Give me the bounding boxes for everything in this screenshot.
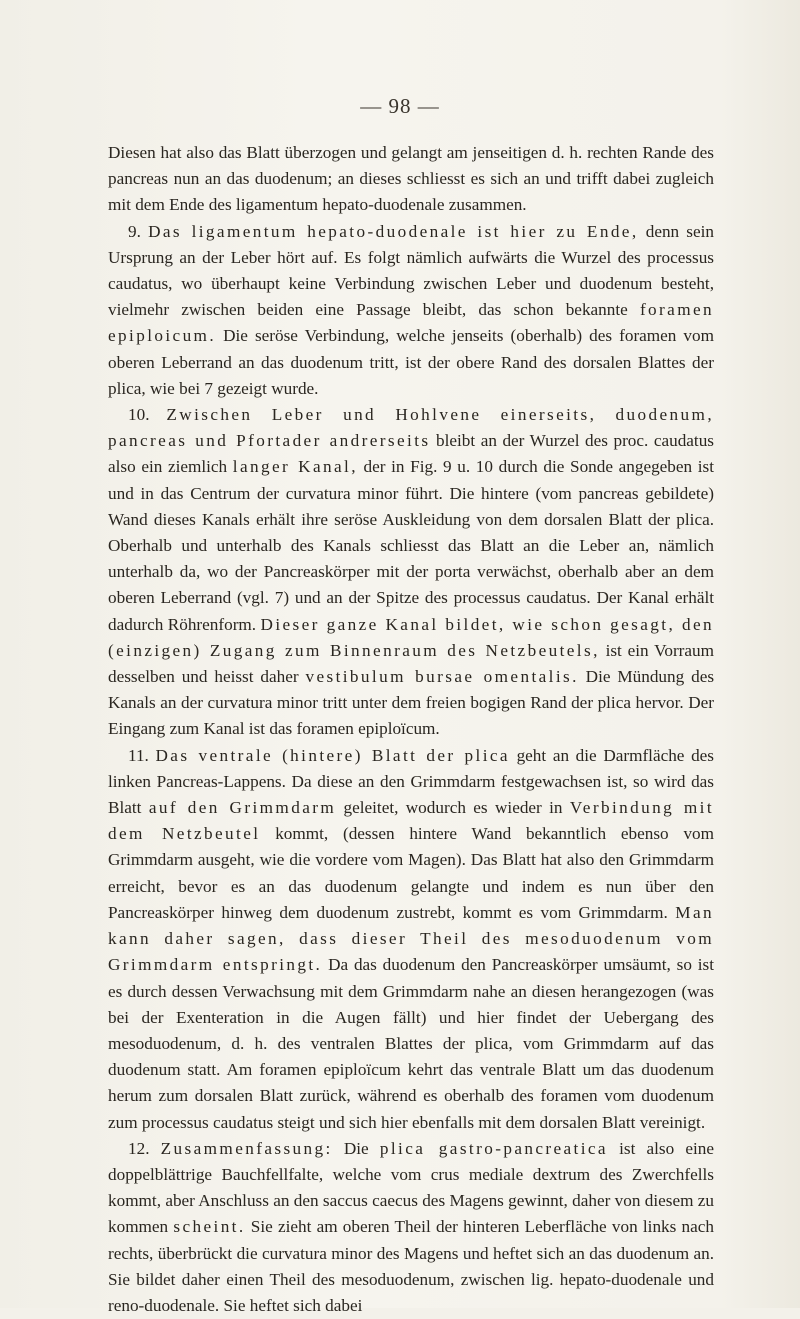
text-run: geht an die Darmfläche des linken Pancreas-Lappens. Da diese an den Grimmdarm festgewachsen ist, so wird das Blatt — [108, 745, 714, 818]
text-run: ist ein Vorraum desselben und heisst daher — [108, 640, 714, 687]
text-run: 10. — [128, 405, 167, 425]
emphasized-text: Zwischen Leber und Hohlvene einerseits, duodenum, pancreas und Pfortader andrerseits — [108, 405, 715, 451]
emphasized-text: auf den Grimmdarm — [148, 798, 337, 818]
emphasized-text: Dieser ganze Kanal bildet, wie schon gesagt, den (einzigen) Zugang zum Binnenraum des Netzbeutels, — [108, 614, 715, 660]
paragraph-continuation — [108, 140, 714, 219]
text-run: 11. — [128, 745, 156, 765]
emphasized-text: Das ventrale (hintere) Blatt der plica — [155, 745, 510, 765]
paragraph-12 — [108, 1136, 714, 1319]
emphasized-text: foramen epiploicum. — [108, 300, 714, 346]
emphasized-text: vestibulum bursae omentalis. — [305, 667, 579, 687]
text-run: der in Fig. 9 u. 10 durch die Sonde angegeben ist und in das Centrum der curvatura minor führt. Die hintere (vom pancreas gebildete) Wand dieses Kanals erhält ihre seröse Auskleidung von dem dorsalen Blatt der plica. Oberhalb und unterhalb des Kanals schliesst das Blatt an die Leber an, nämlich unterhalb da, wo der Pancreaskörper mit der porta verwächst, oberhalb aber an dem oberen Leberrand (vgl. 7) und an der Spitze des processus caudatus. Der Kanal erhält dadurch Röhrenform. — [108, 457, 714, 634]
emphasized-text: scheint. — [173, 1217, 246, 1237]
emphasized-text: langer Kanal, — [232, 457, 358, 477]
emphasized-text: Das ligamentum hepato-duodenale ist hier zu Ende, — [148, 221, 639, 241]
emphasized-text: Man kann daher sagen, dass dieser Theil des mesoduodenum vom Grimmdarm entspringt. — [108, 902, 714, 975]
paragraph-11 — [108, 743, 714, 1136]
paragraph-10 — [108, 402, 714, 743]
text-run: kommt, (dessen hintere Wand bekanntlich ebenso vom Grimmdarm ausgeht, wie die vordere vom Magen). Das Blatt hat also den Grimmdarm erreicht, bevor es an das duodenum gelangte und indem es nun über den Pancreaskörper hinweg dem duodenum zustrebt, kommt es vom Grimmdarm. — [108, 824, 714, 922]
page-number: — 98 — — [360, 94, 440, 118]
text-run: Die Mündung des Kanals an der curvatura minor tritt unter dem freien bogigen Rand der plica hervor. Der Eingang zum Kanal ist das foramen epiploïcum. — [108, 667, 715, 739]
text-run: Die — [332, 1138, 380, 1158]
text-run: Diesen hat also das Blatt überzogen und gelangt am jenseitigen d. h. rechten Rande des pancreas nun an das duodenum; an dieses schliesst es sich an und trifft dabei zugleich mit dem Ende des ligamentum hepato-duodenale zusammen. — [108, 143, 714, 215]
text-run: 12. — [128, 1138, 161, 1158]
text-run: ist also eine doppelblättrige Bauchfellfalte, welche vom crus mediale dextrum des Zwerchfells kommt, aber Anschluss an den saccus caecus des Magens gewinnt, daher von diesem zu kommen — [108, 1138, 714, 1237]
text-run: denn sein Ursprung an der Leber hört auf. Es folgt nämlich aufwärts die Wurzel des processus caudatus, wo überhaupt keine Verbindung zwischen Leber und duodenum besteht, vielmehr zwischen beiden eine Passage bleibt, das schon bekannte — [108, 221, 714, 320]
emphasized-text: plica gastro-pancreatica — [379, 1138, 608, 1158]
text-run: bleibt an der Wurzel des proc. caudatus also ein ziemlich — [108, 431, 714, 477]
body-text — [108, 140, 714, 1319]
text-run: Die seröse Verbindung, welche jenseits (oberhalb) des foramen vom oberen Leberrand an das duodenum tritt, ist der obere Rand des dorsalen Blattes der plica, wie bei 7 gezeigt wurde. — [108, 326, 714, 398]
text-run: Sie zieht am oberen Theil der hinteren Leberfläche von links nach rechts, überbrückt die curvatura minor des Magens und heftet sich an das duodenum an. Sie bildet daher einen Theil des mesoduodenum, zwischen lig. hepato-duodenale und reno-duodenale. Sie heftet sich dabei — [108, 1217, 714, 1315]
text-run: 9. — [128, 221, 149, 241]
text-run: Da das duodenum den Pancreaskörper umsäumt, so ist es durch dessen Verwachsung mit dem Grimmdarm nahe an diesen herangezogen (was bei der Exenteration in die Augen fällt) und hier findet der Uebergang des mesoduodenum, d. h. des ventralen Blattes der plica, vom Grimmdarm auf das duodenum statt. Am foramen epiploïcum kehrt das ventrale Blatt um das duodenum herum zum dorsalen Blatt zurück, während es oberhalb des foramen vom duodenum zum processus caudatus steigt und sich hier ebenfalls mit dem dorsalen Blatt vereinigt. — [108, 955, 714, 1132]
emphasized-text: Verbindung mit dem Netzbeutel — [108, 798, 715, 844]
emphasized-text: Zusammenfassung: — [160, 1138, 333, 1158]
paragraph-9 — [108, 219, 714, 402]
text-run: geleitet, wodurch es wieder in — [336, 798, 570, 818]
